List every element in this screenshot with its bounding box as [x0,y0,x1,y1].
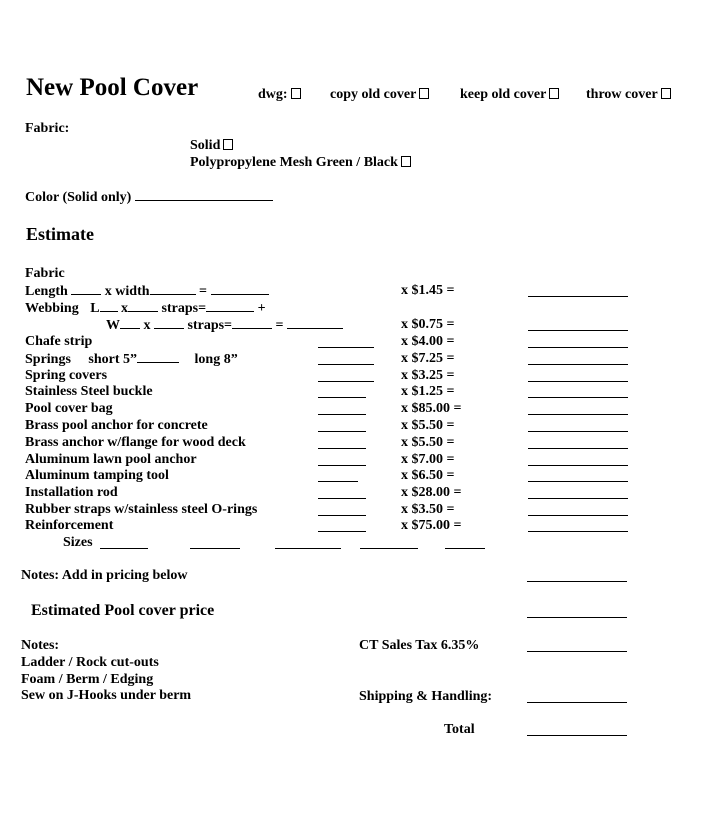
webbing-l-x: x [121,301,129,316]
x-width-label: x width [104,284,150,299]
webbing-row-w [106,317,343,334]
item-qty-brass-anchor-concrete[interactable] [318,431,366,432]
total-field[interactable] [527,735,627,736]
fabric-mesh-option[interactable] [190,155,411,171]
item-qty-springs[interactable] [318,364,374,365]
keep-old-cover-checkbox[interactable] [549,88,559,99]
webbing-price: x $0.75 = [401,317,455,332]
notes-pricing-label: Notes: Add in pricing below [21,568,188,583]
item-total-pool-cover-bag[interactable] [528,414,628,415]
webbing-l-label: L [90,301,100,316]
item-price-tamping-tool: x $6.50 = [401,468,455,483]
webbing-w-x: x [143,318,151,333]
item-label-chafe-strip: Chafe strip [25,334,93,349]
item-price-aluminum-lawn-anchor: x $7.00 = [401,452,455,467]
item-qty-brass-anchor-wood[interactable] [318,448,366,449]
webbing-l-straps: straps= [161,301,207,316]
total-label: Total [444,722,475,737]
item-label-brass-anchor-wood: Brass anchor w/flange for wood deck [25,435,246,450]
color-label: Color (Solid only) [25,190,132,205]
item-total-rubber-straps[interactable] [528,515,628,516]
length-result-field[interactable] [211,283,269,295]
webbing-w-field[interactable] [120,317,140,329]
fabric-total-field[interactable] [528,296,628,297]
webbing-w-straps: straps= [187,318,233,333]
estimate-heading: Estimate [26,224,94,244]
item-qty-reinforcement[interactable] [318,531,366,532]
item-price-brass-anchor-wood: x $5.50 = [401,435,455,450]
item-price-installation-rod: x $28.00 = [401,485,462,500]
throw-cover-option[interactable] [586,87,671,103]
notes-pricing-field[interactable] [527,581,627,582]
size-field-1[interactable] [100,548,148,549]
item-total-chafe-strip[interactable] [528,347,628,348]
item-label-buckle: Stainless Steel buckle [25,384,153,399]
fabric-solid-checkbox[interactable] [223,139,233,150]
width-field[interactable] [150,283,196,295]
sales-tax-label: CT Sales Tax 6.35% [359,638,480,653]
webbing-w-label: W [106,318,120,333]
springs-long-label: long 8” [194,352,238,367]
item-total-tamping-tool[interactable] [528,481,628,482]
estimated-price-field[interactable] [527,617,627,618]
webbing-row-l [25,300,266,317]
dwg-option[interactable] [258,87,301,103]
item-label-tamping-tool: Aluminum tamping tool [25,468,169,483]
webbing-l-field[interactable] [100,300,118,312]
webbing-w-straps-field[interactable] [232,317,272,329]
length-equals: = [199,284,208,299]
size-field-4[interactable] [360,548,418,549]
item-label-installation-rod: Installation rod [25,485,118,500]
webbing-l-straps-field[interactable] [206,300,254,312]
estimated-price-label: Estimated Pool cover price [31,602,215,619]
size-field-3[interactable] [275,548,341,549]
springs-row [25,351,238,368]
item-total-aluminum-lawn-anchor[interactable] [528,465,628,466]
color-field[interactable] [135,189,273,201]
item-qty-tamping-tool[interactable] [318,481,358,482]
webbing-label: Webbing [25,301,79,316]
item-label-rubber-straps: Rubber straps w/stainless steel O-rings [25,502,258,517]
item-total-reinforcement[interactable] [528,531,628,532]
springs-short-field[interactable] [137,351,179,363]
item-qty-aluminum-lawn-anchor[interactable] [318,465,366,466]
throw-cover-label: throw cover [586,87,658,102]
item-total-buckle[interactable] [528,397,628,398]
webbing-result-field[interactable] [287,317,343,329]
webbing-l-x-field[interactable] [128,300,158,312]
length-field[interactable] [71,283,101,295]
copy-old-cover-checkbox[interactable] [419,88,429,99]
item-label-spring-covers: Spring covers [25,368,108,383]
keep-old-cover-option[interactable] [460,87,559,103]
item-price-spring-covers: x $3.25 = [401,368,455,383]
size-field-5[interactable] [445,548,485,549]
item-qty-spring-covers[interactable] [318,381,374,382]
copy-old-cover-label: copy old cover [330,87,417,102]
item-price-buckle: x $1.25 = [401,384,455,399]
item-label-reinforcement: Reinforcement [25,518,114,533]
sales-tax-field[interactable] [527,651,627,652]
item-qty-chafe-strip[interactable] [318,347,374,348]
shipping-label: Shipping & Handling: [359,689,493,704]
note-ladder: Ladder / Rock cut-outs [21,655,159,670]
webbing-equals: = [275,318,284,333]
item-total-installation-rod[interactable] [528,498,628,499]
note-foam: Foam / Berm / Edging [21,672,154,687]
copy-old-cover-option[interactable] [330,87,429,103]
item-total-brass-anchor-concrete[interactable] [528,431,628,432]
notes-label: Notes: [21,638,60,653]
item-total-springs[interactable] [528,364,628,365]
springs-short-label: short 5” [88,352,138,367]
item-total-spring-covers[interactable] [528,381,628,382]
sizes-label: Sizes [63,535,93,550]
item-qty-installation-rod[interactable] [318,498,366,499]
item-label-pool-cover-bag: Pool cover bag [25,401,113,416]
item-qty-pool-cover-bag[interactable] [318,414,366,415]
length-label: Length [25,284,68,299]
page-title: New Pool Cover [26,74,199,101]
item-price-rubber-straps: x $3.50 = [401,502,455,517]
keep-old-cover-label: keep old cover [460,87,547,102]
length-row [25,283,269,300]
item-qty-rubber-straps[interactable] [318,515,366,516]
item-label-aluminum-lawn-anchor: Aluminum lawn pool anchor [25,452,197,467]
estimate-fabric-label: Fabric [25,266,65,281]
item-label-brass-anchor-concrete: Brass pool anchor for concrete [25,418,208,433]
fabric-label: Fabric: [25,121,70,136]
dwg-checkbox[interactable] [291,88,301,99]
item-price-springs: x $7.25 = [401,351,455,366]
throw-cover-checkbox[interactable] [661,88,671,99]
item-label-springs: Springs [25,352,71,367]
webbing-plus: + [257,301,266,316]
color-row [25,189,273,206]
fabric-price: x $1.45 = [401,283,455,298]
item-qty-buckle[interactable] [318,397,366,398]
dwg-label: dwg: [258,87,288,102]
fabric-mesh-label: Polypropylene Mesh Green / Black [190,155,398,170]
note-j-hooks: Sew on J-Hooks under berm [21,688,192,703]
item-price-chafe-strip: x $4.00 = [401,334,455,349]
size-field-2[interactable] [190,548,240,549]
item-price-brass-anchor-concrete: x $5.50 = [401,418,455,433]
shipping-field[interactable] [527,702,627,703]
webbing-w-x-field[interactable] [154,317,184,329]
fabric-solid-label: Solid [190,138,221,153]
item-total-brass-anchor-wood[interactable] [528,448,628,449]
fabric-mesh-checkbox[interactable] [401,156,411,167]
webbing-total-field[interactable] [528,330,628,331]
item-price-reinforcement: x $75.00 = [401,518,462,533]
fabric-solid-option[interactable] [190,138,233,154]
item-price-pool-cover-bag: x $85.00 = [401,401,462,416]
